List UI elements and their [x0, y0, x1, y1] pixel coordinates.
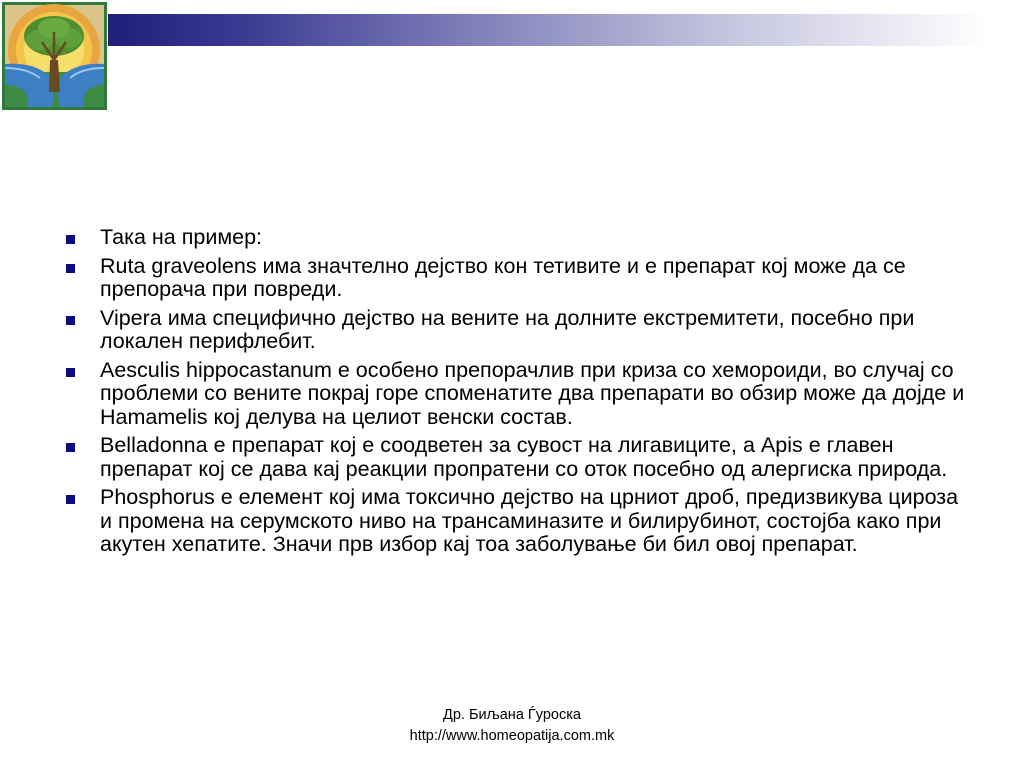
bullet-text: Vipera има специфично дејство на вените на долните екстремитети, посебно при локален перифлебит.: [100, 305, 915, 353]
list-item: [60, 359, 970, 430]
tree-sun-logo-icon: [2, 2, 107, 110]
footer-url: http://www.homeopatija.com.mk: [409, 728, 615, 744]
bullet-text: Belladonna е препарат кој е соодветен за сувост на лигавиците, а Apis е главен препарат кој се дава кај реакции пропратени со оток посебно од алергиска природа.: [100, 433, 948, 481]
header-gradient-bar: [108, 14, 988, 46]
footer: [0, 705, 1024, 747]
bullet-text: Така на пример:: [100, 225, 263, 249]
list-item: [60, 226, 970, 250]
footer-author: Др. Биљана Ѓуроска: [443, 707, 581, 723]
list-item: [60, 255, 970, 302]
square-bullet-icon: [66, 316, 75, 325]
square-bullet-icon: [66, 443, 75, 452]
list-item: [60, 307, 970, 354]
bullet-text: Ruta graveolens има значтелно дејство кон тетивите и е препарат кој може да се препорача при повреди.: [100, 253, 906, 301]
list-item: [60, 486, 970, 557]
list-item: [60, 434, 970, 481]
bullet-list: [60, 226, 970, 562]
square-bullet-icon: [66, 264, 75, 273]
square-bullet-icon: [66, 235, 75, 244]
bullet-text: Aesculis hippocastanum е особено препорачлив при криза со хемороиди, во случај со проблеми со вените покрај горе споменатите два препарати во обзир може да дојде и Hamamelis кој делува на целиот венски состав.: [100, 357, 965, 429]
bullet-text: Phosphorus е елемент кој има токсично дејство на црниот дроб, предизвикува цироза и промена на серумското ниво на трансаминазите и билирубинот, состојба како при акутен хепатите. Значи прв избор кај тоа заболување би бил овој препарат.: [100, 485, 959, 556]
square-bullet-icon: [66, 495, 75, 504]
square-bullet-icon: [66, 368, 75, 377]
